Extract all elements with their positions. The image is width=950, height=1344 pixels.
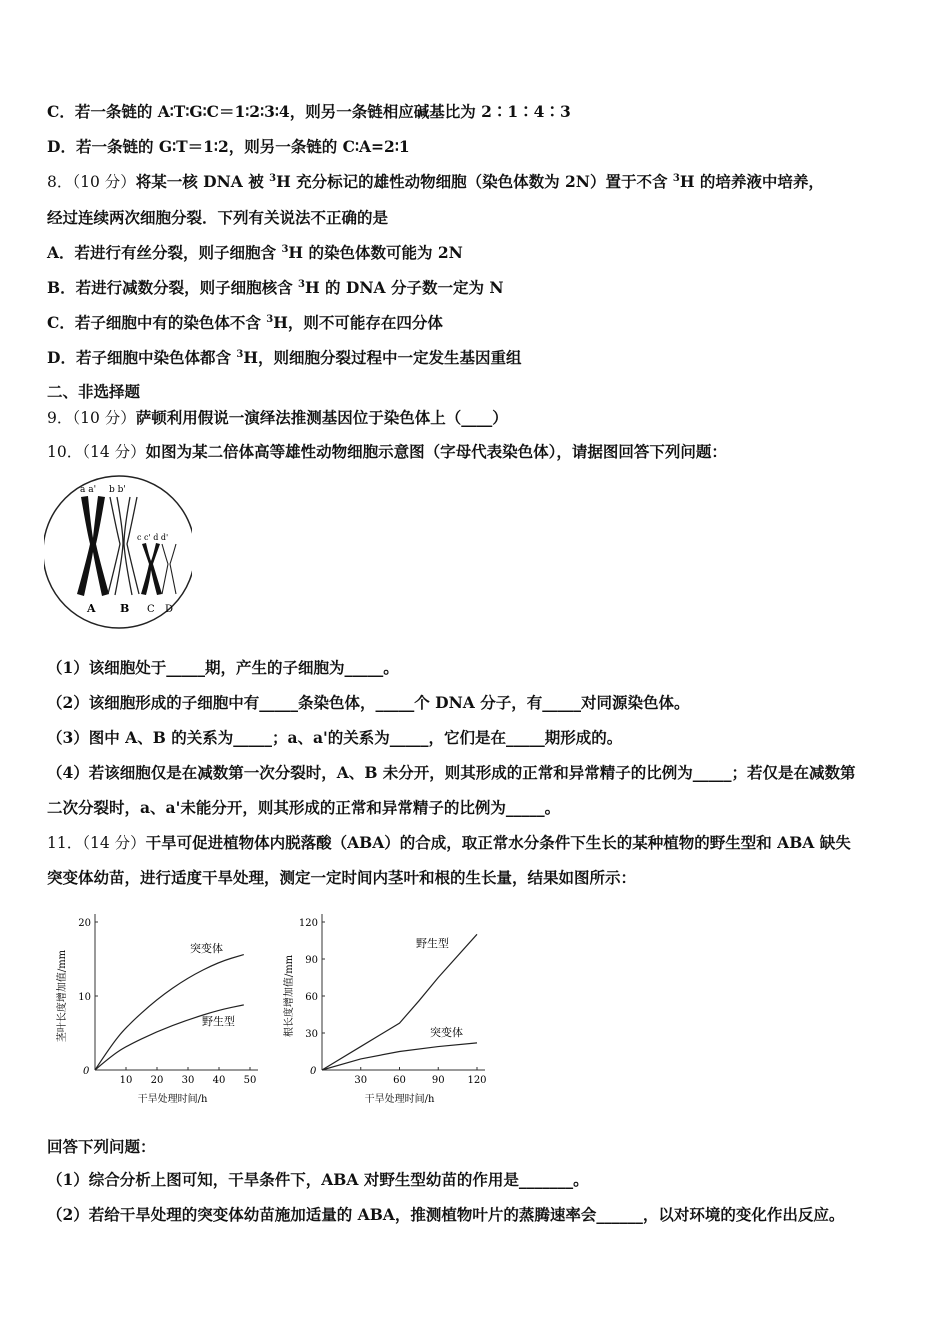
chromosome-D [162,544,176,594]
series-label-2: 野生型 [202,1015,235,1028]
question-8-stem-line2: 经过连续两次细胞分裂．下列有关说法不正确的是 [47,208,389,227]
label-b-pair: b b' [109,485,126,495]
chromosome-A [77,496,109,596]
y-tick-label: 90 [305,955,318,966]
question-9: 9．（10 分）萨顿利用假说一演绎法推测基因位于染色体上（____） [47,408,508,427]
question-10-part4-line2: 二次分裂时，a、a'未能分开，则其形成的正常和异常精子的比例为_____。 [47,798,561,817]
option-7d: D．若一条链的 G∶T＝1∶2，则另一条链的 C∶A=2∶1 [47,137,410,156]
series-label-1: 野生型 [416,937,449,950]
question-8-number: 8．（10 分） [47,173,136,191]
x-axis-label: 干旱处理时间/h [364,1094,435,1105]
label-a-pair: a a' [80,485,97,495]
x-tick-label: 60 [393,1075,406,1086]
question-9-number: 9．（10 分） [47,409,136,427]
x-tick-label: 90 [431,1075,445,1086]
origin-label: 0 [83,1066,90,1077]
label-C: C [147,604,155,615]
label-D: D [165,604,174,615]
answer-prompt: 回答下列问题： [47,1137,156,1156]
x-tick-label: 10 [119,1075,133,1086]
option-8d: D．若子细胞中染色体都含 $^3$H，则细胞分裂过程中一定发生基因重组 [47,348,522,367]
y-tick-label: 120 [298,918,318,929]
x-tick-label: 30 [354,1075,368,1086]
question-11-part2: （2）若给干旱处理的突变体幼苗施加适量的 ABA，推测植物叶片的蒸腾速率会______，以对环境的变化作出反应。 [47,1205,845,1224]
question-11-stem: 11．（14 分）干旱可促进植物体内脱落酸（ABA）的合成，取正常水分条件下生长的某种植物的野生型和 ABA 缺失 [47,833,851,852]
x-tick-label: 50 [243,1075,257,1086]
series-line-1 [322,934,477,1070]
question-10-part1: （1）该细胞处于_____期，产生的子细胞为_____。 [47,658,399,677]
x-tick-label: 120 [467,1075,487,1086]
y-tick-label: 60 [305,992,318,1003]
chart-root [280,905,500,1110]
option-7c: C．若一条链的 A∶T∶G∶C＝1∶2∶3∶4，则另一条链相应碱基比为 2∶1∶4∶3 [47,102,571,121]
cell-diagram [44,472,192,632]
option-8b: B．若进行减数分裂，则子细胞核含 $^3$H 的 DNA 分子数一定为 N [47,278,504,297]
option-8a: A．若进行有丝分裂，则子细胞含 $^3$H 的染色体数可能为 2N [47,243,463,262]
series-label-2: 突变体 [430,1026,463,1039]
question-11-part1: （1）综合分析上图可知，干旱条件下，ABA 对野生型幼苗的作用是_______。 [47,1170,589,1189]
y-tick-label: 20 [78,918,91,929]
question-10-number: 10．（14 分） [47,443,146,461]
y-tick-label: 10 [78,992,91,1003]
series-label-1: 突变体 [190,942,223,955]
chromosome-C [141,543,162,595]
question-10-part4: （4）若该细胞仅是在减数第一次分裂时，A、B 未分开，则其形成的正常和异常精子的比例为_____；若仅是在减数第 [47,763,856,782]
option-8c: C．若子细胞中有的染色体不含 $^3$H，则不可能存在四分体 [47,313,443,332]
question-11-stem-line2: 突变体幼苗，进行适度干旱处理，测定一定时间内茎叶和根的生长量，结果如图所示： [47,868,637,887]
y-axis-label: 茎叶长度增加值/mm [57,949,68,1043]
origin-label: 0 [310,1066,317,1077]
question-11-number: 11．（14 分） [47,834,146,852]
x-tick-label: 30 [181,1075,195,1086]
label-A: A [87,602,96,615]
x-tick-label: 20 [150,1075,164,1086]
question-10-part3: （3）图中 A、B 的关系为_____；a、a'的关系为_____，它们是在_____期形成的。 [47,728,623,747]
label-B: B [120,602,130,615]
question-10-part2: （2）该细胞形成的子细胞中有_____条染色体，_____个 DNA 分子，有_____对同源染色体。 [47,693,690,712]
y-tick-label: 30 [305,1029,318,1040]
y-axis-label: 根长度增加值/mm [284,954,295,1038]
chromosome-B [108,497,139,595]
label-cd-pairs: c c' d d' [137,533,169,542]
question-10-stem: 10．（14 分）如图为某二倍体高等雄性动物细胞示意图（字母代表染色体），请据图回答下列问题： [47,442,727,461]
x-tick-label: 40 [212,1075,226,1086]
section-heading: 二、非选择题 [47,382,141,401]
question-8-stem: 8．（10 分）将某一核 DNA 被 $^3$H 充分标记的雄性动物细胞（染色体数为 2N）置于不含 $^3$H 的培养液中培养， [47,172,824,191]
chart-stem-leaf [50,905,275,1110]
x-axis-label: 干旱处理时间/h [137,1094,208,1105]
